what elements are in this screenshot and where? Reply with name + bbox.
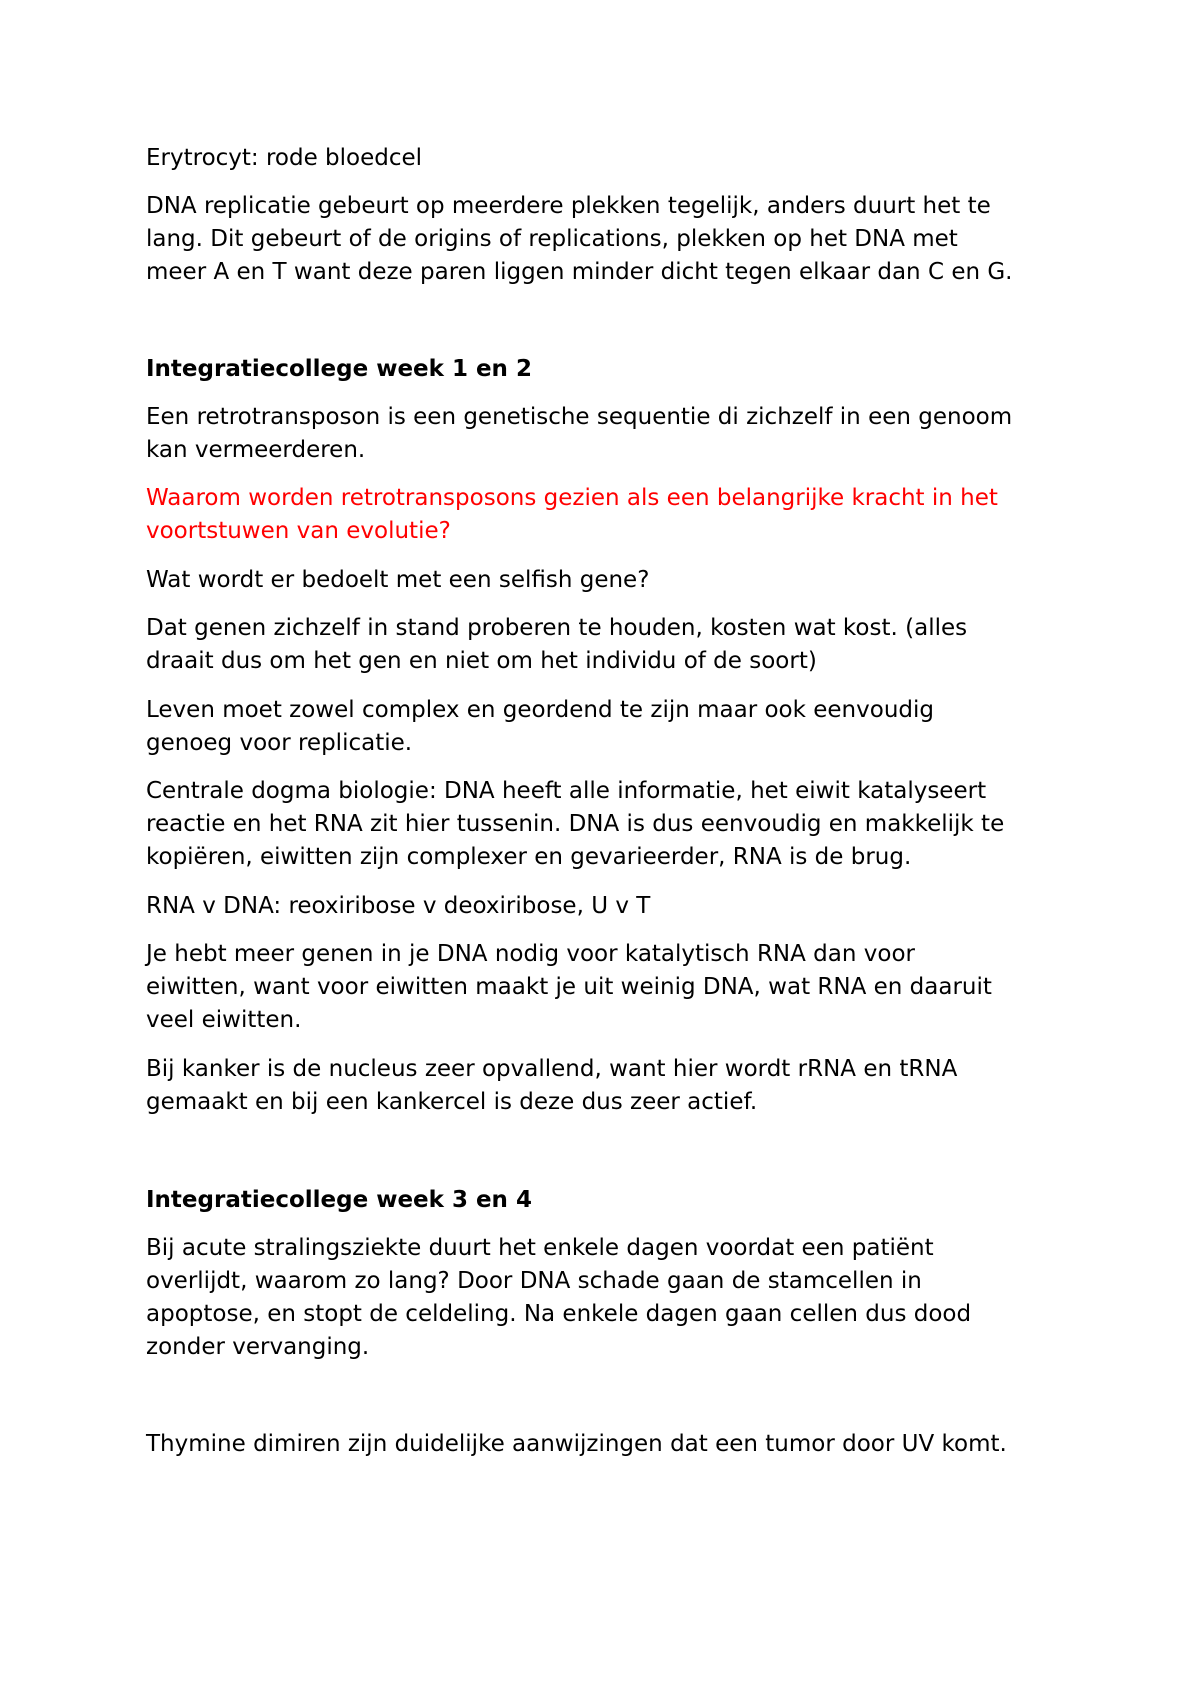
paragraph-stralingsziekte: Bij acute stralingsziekte duurt het enkele dagen voordat een patiënt overlijdt, waarom zo lang? Door DNA schade gaan de stamcellen in apoptose, en stopt de celdeling. Na enkele dagen gaan cellen dus dood zonder vervanging. (146, 1235, 972, 1360)
question-retrotransposons: Waarom worden retrotransposons gezien als een belangrijke kracht in het voortstuwen van evolutie? (146, 485, 998, 544)
paragraph-leven: Leven moet zowel complex en geordend te zijn maar ook eenvoudig genoeg voor replicatie. (146, 697, 934, 756)
answer-selfish-gene: Dat genen zichzelf in stand proberen te houden, kosten wat kost. (alles draait dus om het gen en niet om het individu of de soort) (146, 615, 968, 674)
heading-week-1-en-2: Integratiecollege week 1 en 2 (146, 356, 532, 382)
paragraph-thymine-dimiren: Thymine dimiren zijn duidelijke aanwijzingen dat een tumor door UV komt. (146, 1431, 1007, 1457)
heading-week-3-en-4: Integratiecollege week 3 en 4 (146, 1187, 532, 1213)
paragraph-dna-replicatie: DNA replicatie gebeurt op meerdere plekken tegelijk, anders duurt het te lang. Dit gebeurt of de origins of replications, plekken op het DNA met meer A en T want deze paren liggen minder dicht tegen elkaar dan C en G. (146, 193, 1013, 285)
question-selfish-gene: Wat wordt er bedoelt met een selfish gene? (146, 567, 650, 593)
paragraph-retrotransposon: Een retrotransposon is een genetische sequentie di zichzelf in een genoom kan vermeerderen. (146, 404, 1013, 463)
paragraph-rna-v-dna: RNA v DNA: reoxiribose v deoxiribose, U v T (146, 893, 651, 919)
paragraph-katalytisch-rna: Je hebt meer genen in je DNA nodig voor katalytisch RNA dan voor eiwitten, want voor eiwitten maakt je uit weinig DNA, wat RNA en daaruit veel eiwitten. (146, 941, 992, 1033)
paragraph-kanker: Bij kanker is de nucleus zeer opvallend, want hier wordt rRNA en tRNA gemaakt en bij een kankercel is deze dus zeer actief. (146, 1056, 958, 1115)
paragraph-centrale-dogma: Centrale dogma biologie: DNA heeft alle informatie, het eiwit katalyseert reactie en het RNA zit hier tussenin. DNA is dus eenvoudig en makkelijk te kopiëren, eiwitten zijn complexer en gevarieerder, RNA is de brug. (146, 778, 1005, 870)
definition-erytrocyt: Erytrocyt: rode bloedcel (146, 145, 423, 171)
